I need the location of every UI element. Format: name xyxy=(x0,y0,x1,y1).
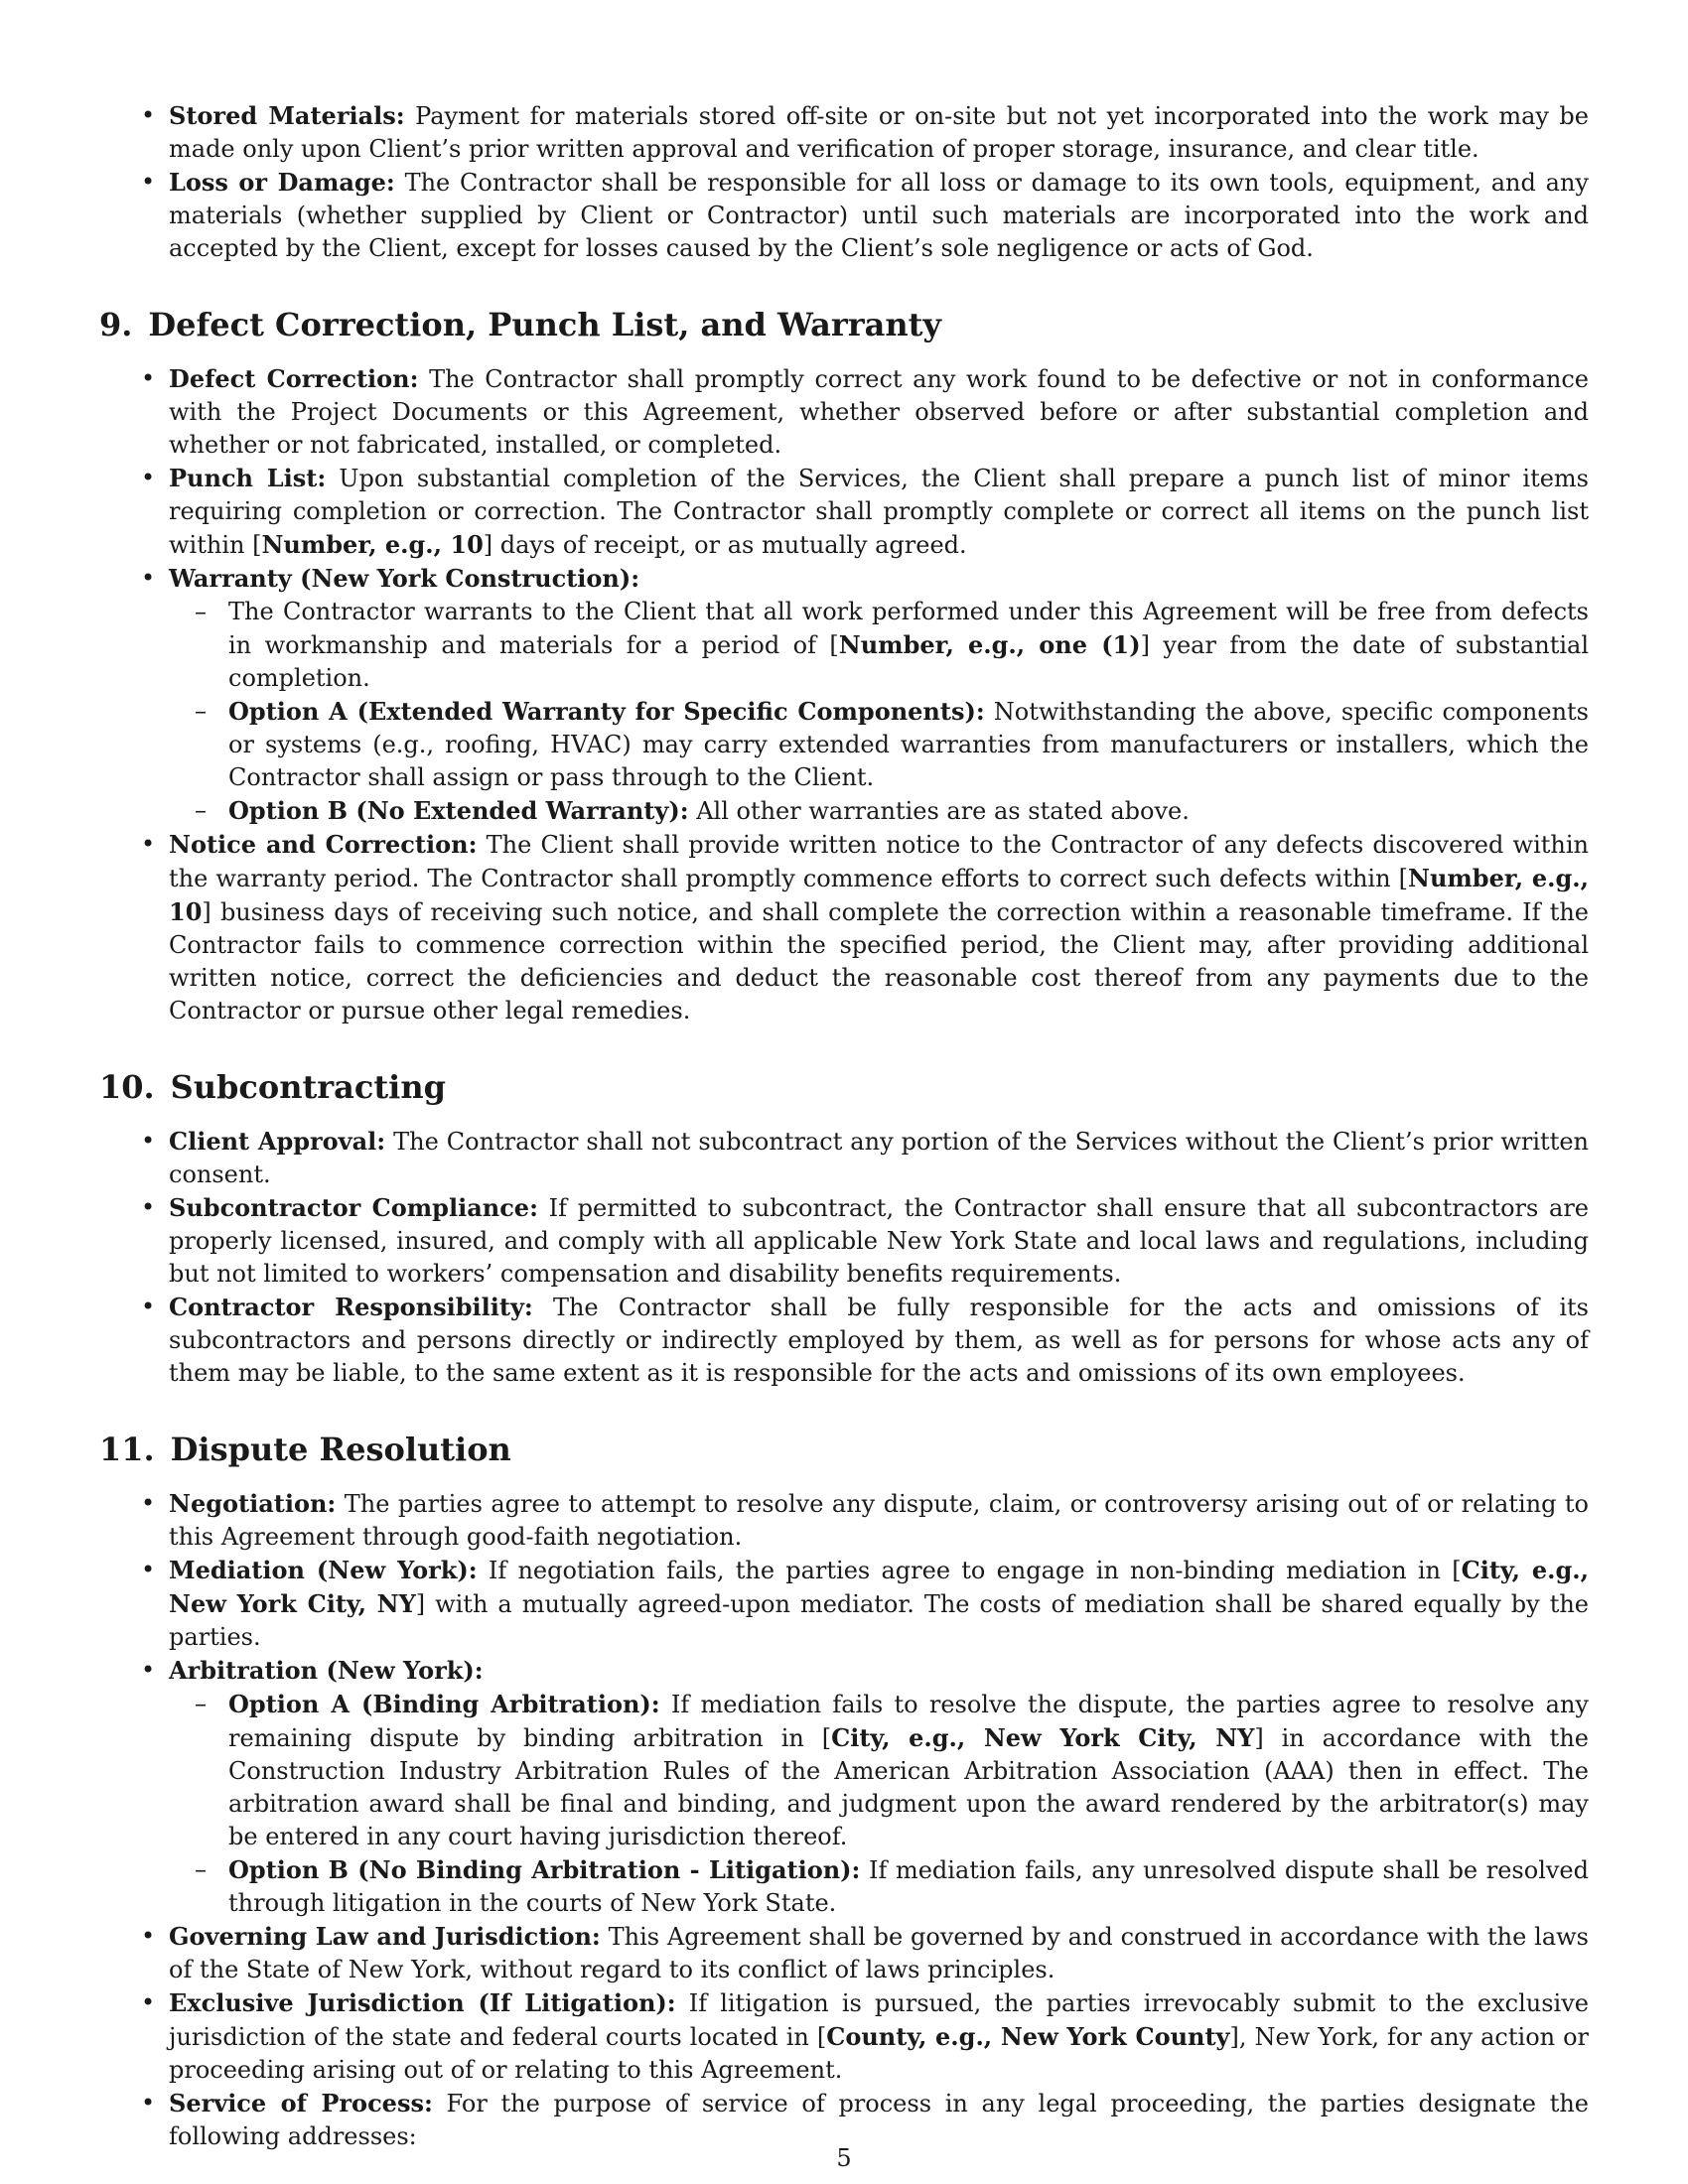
list-item-loss-or-damage: • Loss or Damage: The Contractor shall be responsible for all loss or damage to its own tools, equipment, and any materials (whether supplied by Client or Contractor) until such materials are incorporated into the work and accepted by the Client, except for losses caused by the Client’s sole negligence or acts of God. xyxy=(141,168,1589,262)
list-item-warranty: • Warranty (New York Construction): – The Contractor warrants to the Client that all work performed under this Agreement will be free from defects in workmanship and materials for a period of [Number, e.g., one (1)] year from the date of substantial completion. – Option A (Extended Warranty for Specific Components): Notwithstanding the above, specific components or systems (e.g., roofing, HVAC) may carry extended warranties from manufacturers or installers, which the Contractor shall assign or pass through to the Client. – Option B (No Extended Warranty): All other warranties are as stated above. xyxy=(99,562,1589,828)
warranty-sublist xyxy=(169,596,1589,828)
bullet-icon: • xyxy=(141,464,156,491)
dash-icon: – xyxy=(195,598,207,625)
sublist-item: – Option A (Binding Arbitration): If mediation fails to resolve the dispute, the parties agree to resolve any remaining dispute by binding arbitration in [City, e.g., New York City, NY] in accordance with the Construction Industry Arbitration Rules of the American Arbitration Association (AAA) then in effect. The arbitration award shall be final and binding, and judgment upon the award rendered by the arbitrator(s) may be entered in any court having jurisdiction thereof. xyxy=(195,1690,1589,1850)
sublist-item: – Option B (No Binding Arbitration - Litigation): If mediation fails, any unresolved dispute shall be resolved through litigation in the courts of New York State. xyxy=(195,1855,1589,1917)
bullet-icon: • xyxy=(141,1988,156,2016)
document-content xyxy=(99,99,1589,2153)
bullet-icon: • xyxy=(141,1922,156,1950)
dash-icon: – xyxy=(195,1690,207,1717)
section-9-list xyxy=(99,362,1589,1027)
section-10-heading: 10. Subcontracting xyxy=(99,1068,446,1106)
page-number: 5 xyxy=(836,2144,852,2172)
section-11-heading: 11. Dispute Resolution xyxy=(99,1431,511,1468)
placeholder-field: County, e.g., New York County xyxy=(826,2022,1230,2051)
list-item-contractor-responsibility: • Contractor Responsibility: The Contractor shall be fully responsible for the acts and omissions of its subcontractors and persons directly or indirectly employed by them, as well as for persons for whose acts any of them may be liable, to the same extent as it is responsible for the acts and omissions of its own employees. xyxy=(141,1293,1589,1387)
section-9-heading: 9. Defect Correction, Punch List, and Warranty xyxy=(99,306,941,343)
bullet-icon: • xyxy=(141,1193,156,1221)
bullet-icon: • xyxy=(141,364,156,392)
bullet-icon: • xyxy=(141,1556,156,1583)
bullet-icon: • xyxy=(141,564,156,592)
bullet-icon: • xyxy=(141,1127,156,1155)
section-11-list xyxy=(99,1487,1589,2153)
list-item-notice-and-correction: • Notice and Correction: The Client shall provide written notice to the Contractor of any defects discovered within the warranty period. The Contractor shall promptly commence efforts to correct such defects within [Number, e.g., 10] business days of receiving such notice, and shall complete the correction within a reasonable timeframe. If the Contractor fails to commence correction within the specified period, the Client may, after providing additional written notice, correct the deficiencies and deduct the reasonable cost thereof from any payments due to the Contractor or pursue other legal remedies. xyxy=(141,830,1590,1024)
bullet-icon: • xyxy=(141,1656,156,1684)
placeholder-field: City, e.g., New York City, NY xyxy=(169,1556,1589,1618)
dash-icon: – xyxy=(195,697,207,725)
sublist-item: – Option A (Extended Warranty for Specific Components): Notwithstanding the above, specific components or systems (e.g., roofing, HVAC) may carry extended warranties from manufacturers or installers, which the Contractor shall assign or pass through to the Client. xyxy=(195,697,1589,791)
sublist-item: – The Contractor warrants to the Client that all work performed under this Agreement will be free from defects in workmanship and materials for a period of [Number, e.g., one (1)] year from the date of substantial completion. xyxy=(195,598,1590,692)
list-item-governing-law: • Governing Law and Jurisdiction: This Agreement shall be governed by and construed in accordance with the laws of the State of New York, without regard to its conflict of laws principles. xyxy=(141,1922,1589,1983)
continued-list xyxy=(99,99,1589,265)
bullet-icon: • xyxy=(141,1489,156,1517)
list-item-mediation: • Mediation (New York): If negotiation fails, the parties agree to engage in non-binding mediation in [City, e.g., New York City, NY] with a mutually agreed-upon mediator. The costs of mediation shall be shared equally by the parties. xyxy=(141,1556,1590,1651)
list-item-exclusive-jurisdiction: • Exclusive Jurisdiction (If Litigation): If litigation is pursued, the parties irrevocably submit to the exclusive jurisdiction of the state and federal courts located in [County, e.g., New York County], New York, for any action or proceeding arising out of or relating to this Agreement. xyxy=(141,1988,1590,2084)
placeholder-field: Number, e.g., 10 xyxy=(169,864,1590,926)
bullet-icon: • xyxy=(141,2089,156,2116)
list-item-negotiation: • Negotiation: The parties agree to attempt to resolve any dispute, claim, or controversy arising out of or relating to this Agreement through good-faith negotiation. xyxy=(141,1489,1590,1551)
placeholder-field: Number, e.g., one (1) xyxy=(838,630,1141,659)
list-item-punch-list: • Punch List: Upon substantial completion of the Services, the Client shall prepare a punch list of minor items requiring completion or correction. The Contractor shall promptly complete or correct all items on the punch list within [Number, e.g., 10] days of receipt, or as mutually agreed. xyxy=(141,464,1589,559)
bullet-icon: • xyxy=(141,1293,156,1320)
list-item-subcontractor-compliance: • Subcontractor Compliance: If permitted to subcontract, the Contractor shall ensure that all subcontractors are properly licensed, insured, and comply with all applicable New York State and local laws and regulations, including but not limited to workers’ compensation and disability benefits requirements. xyxy=(141,1193,1589,1288)
dash-icon: – xyxy=(195,796,207,824)
dash-icon: – xyxy=(195,1855,207,1883)
list-item-arbitration: • Arbitration (New York): – Option A (Binding Arbitration): If mediation fails to resolve the dispute, the parties agree to resolve any remaining dispute by binding arbitration in [City, e.g., New York City, NY] in accordance with the Construction Industry Arbitration Rules of the American Arbitration Association (AAA) then in effect. The arbitration award shall be final and binding, and judgment upon the award rendered by the arbitrator(s) may be entered in any court having jurisdiction thereof. – Option B (No Binding Arbitration - Litigation): If mediation fails, any unresolved dispute shall be resolved through litigation in the courts of New York State. xyxy=(99,1654,1589,1920)
sublist-item: – Option B (No Extended Warranty): All other warranties are as stated above. xyxy=(195,796,1190,825)
list-item-service-of-process: • Service of Process: For the purpose of service of process in any legal proceeding, the parties designate the following addresses: xyxy=(141,2089,1590,2150)
bullet-icon: • xyxy=(141,830,156,858)
section-10-list xyxy=(99,1125,1589,1390)
list-item-stored-materials: • Stored Materials: Payment for materials stored off-site or on-site but not yet incorporated into the work may be made only upon Client’s prior written approval and verification of proper storage, insurance, and clear title. xyxy=(141,101,1590,163)
list-item-client-approval: • Client Approval: The Contractor shall not subcontract any portion of the Services without the Client’s prior written consent. xyxy=(141,1127,1589,1188)
list-item-defect-correction: • Defect Correction: The Contractor shall promptly correct any work found to be defective or not in conformance with the Project Documents or this Agreement, whether observed before or after substantial completion and whether or not fabricated, installed, or completed. xyxy=(141,364,1589,459)
bullet-icon: • xyxy=(141,168,156,196)
arbitration-sublist xyxy=(169,1688,1589,1920)
placeholder-field: Number, e.g., 10 xyxy=(261,530,484,559)
placeholder-field: City, e.g., New York City, NY xyxy=(831,1723,1255,1752)
bullet-icon: • xyxy=(141,101,156,129)
